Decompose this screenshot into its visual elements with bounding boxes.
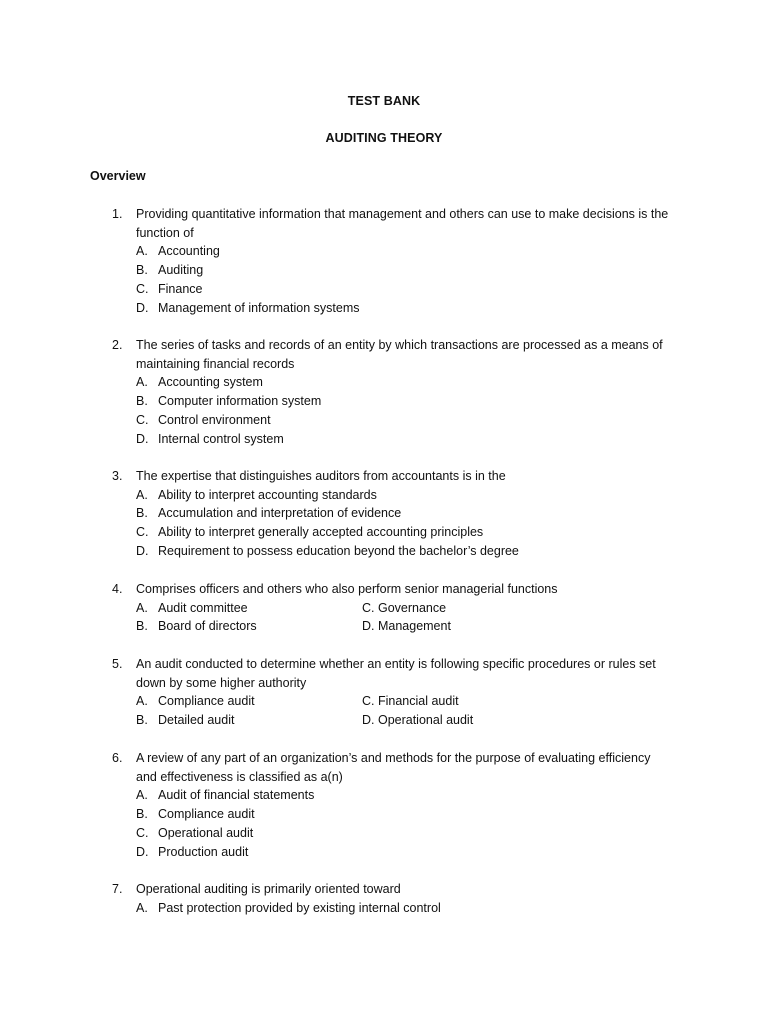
question-1: [112, 205, 692, 317]
question-4: [112, 580, 692, 636]
option-letter: A.: [136, 900, 148, 915]
option-text: Requirement to possess education beyond the bachelor’s degree: [158, 543, 519, 558]
option-letter: A.: [136, 694, 148, 709]
question-3: [112, 467, 692, 561]
question-7: [112, 880, 692, 917]
section-heading: Overview: [90, 169, 146, 183]
option-text: Compliance audit: [158, 694, 255, 709]
option-text: Audit of financial statements: [158, 788, 315, 803]
option-letter: A.: [136, 244, 148, 259]
question-text: The expertise that distinguishes auditors from accountants is in the: [136, 469, 506, 483]
option-letter: C.: [136, 281, 149, 296]
option-letter: B.: [136, 619, 148, 634]
option-letter: C.: [136, 525, 149, 540]
question-6: [112, 749, 692, 861]
answer-option: [112, 542, 692, 561]
question-text-continued: down by some higher authority: [136, 675, 307, 690]
option-text: Accounting: [158, 244, 220, 259]
question-text-continued: and effectiveness is classified as a(n): [136, 769, 343, 784]
option-text: D. Operational audit: [362, 713, 474, 728]
answer-option: [112, 411, 692, 430]
option-text: Ability to interpret accounting standards: [158, 487, 377, 502]
answer-option: [112, 280, 692, 299]
option-letter: A.: [136, 375, 148, 390]
answer-option: [112, 430, 692, 449]
answer-option-row: [112, 617, 692, 636]
answer-option: [112, 843, 692, 862]
option-text: Auditing: [158, 263, 204, 278]
question-number: 6.: [112, 751, 123, 765]
answer-option: [112, 786, 692, 805]
answer-option-row: [112, 692, 692, 711]
option-letter: B.: [136, 394, 148, 409]
option-text: Compliance audit: [158, 807, 255, 822]
question-text: Operational auditing is primarily oriented toward: [136, 882, 401, 896]
question-number: 7.: [112, 882, 123, 896]
option-letter: B.: [136, 506, 148, 521]
answer-option: [112, 242, 692, 261]
option-letter: B.: [136, 263, 148, 278]
answer-option: [112, 899, 692, 918]
answer-option-row: [112, 711, 692, 730]
question-number: 5.: [112, 657, 123, 671]
question-text-continued: maintaining financial records: [136, 356, 295, 371]
option-text: C. Governance: [362, 600, 447, 615]
option-letter: A.: [136, 600, 148, 615]
option-letter: C.: [136, 412, 149, 427]
document-title: TEST BANK: [347, 94, 421, 108]
option-letter: D.: [136, 431, 149, 446]
option-letter: C.: [136, 825, 149, 840]
answer-option: [112, 523, 692, 542]
option-text: Accumulation and interpretation of evidence: [158, 506, 402, 521]
question-number: 4.: [112, 582, 123, 596]
answer-option: [112, 805, 692, 824]
option-text: Board of directors: [158, 619, 257, 634]
option-text: Audit committee: [158, 600, 248, 615]
question-number: 2.: [112, 338, 123, 352]
answer-option: [112, 504, 692, 523]
option-letter: D.: [136, 844, 149, 859]
answer-option-row: [112, 599, 692, 618]
answer-option: [112, 373, 692, 392]
option-letter: A.: [136, 487, 148, 502]
document-subtitle: AUDITING THEORY: [325, 131, 443, 145]
option-text: Production audit: [158, 844, 249, 859]
option-letter: D.: [136, 543, 149, 558]
question-2: [112, 336, 692, 448]
answer-option: [112, 486, 692, 505]
question-5: [112, 655, 692, 730]
question-text: An audit conducted to determine whether an entity is following specific procedures or rules set: [136, 657, 656, 671]
question-text: Comprises officers and others who also perform senior managerial functions: [136, 582, 558, 596]
question-text: The series of tasks and records of an entity by which transactions are processed as a means of: [136, 338, 663, 352]
option-letter: B.: [136, 713, 148, 728]
question-number: 1.: [112, 207, 123, 221]
option-text: Internal control system: [158, 431, 284, 446]
option-text: Accounting system: [158, 375, 263, 390]
option-text: Ability to interpret generally accepted accounting principles: [158, 525, 484, 540]
answer-option: [112, 299, 692, 318]
option-text: Management of information systems: [158, 300, 360, 315]
option-letter: A.: [136, 788, 148, 803]
answer-option: [112, 824, 692, 843]
option-text: Detailed audit: [158, 713, 235, 728]
option-letter: D.: [136, 300, 149, 315]
option-text: Control environment: [158, 412, 271, 427]
question-text-continued: function of: [136, 225, 194, 240]
option-text: Computer information system: [158, 394, 322, 409]
option-text: Past protection provided by existing internal control: [158, 900, 441, 915]
question-text: A review of any part of an organization’s and methods for the purpose of evaluating efficiency: [136, 751, 651, 765]
option-letter: B.: [136, 807, 148, 822]
answer-option: [112, 392, 692, 411]
question-text: Providing quantitative information that management and others can use to make decisions is the: [136, 207, 669, 221]
answer-option: [112, 261, 692, 280]
question-number: 3.: [112, 469, 123, 483]
option-text: C. Financial audit: [362, 694, 459, 709]
option-text: Finance: [158, 281, 203, 296]
option-text: D. Management: [362, 619, 451, 634]
option-text: Operational audit: [158, 825, 254, 840]
